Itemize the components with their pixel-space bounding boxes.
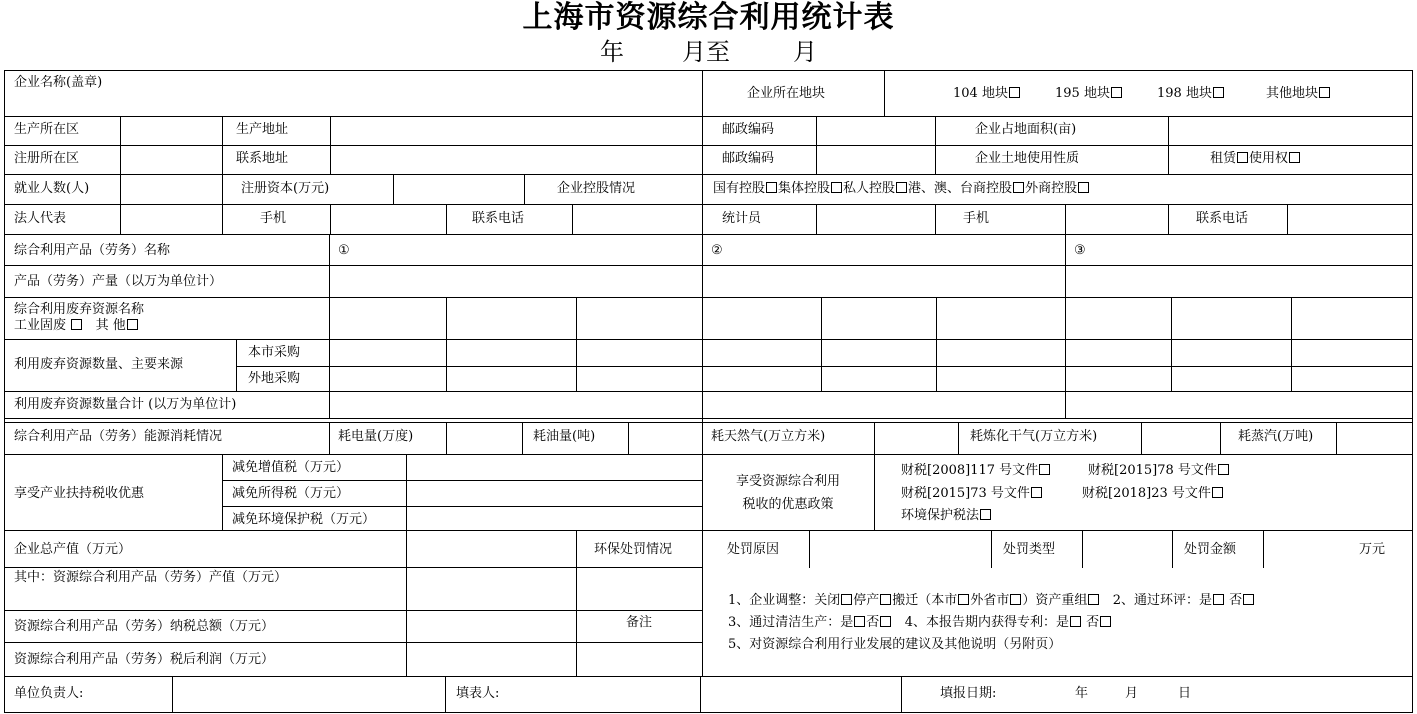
grid-line — [1412, 70, 1413, 713]
company-location-label: 企业所在地块 — [747, 86, 826, 101]
grid-line — [935, 204, 936, 235]
product-output-label: 产品（劳务）产量（以万为单位计） — [14, 274, 223, 289]
steam-label: 耗蒸汽(万吨) — [1238, 429, 1314, 444]
grid-line — [572, 204, 573, 235]
penalty-type-label: 处罚类型 — [1003, 542, 1056, 557]
waste-name-label: 综合利用废弃资源名称 — [14, 302, 145, 317]
grid-line — [809, 530, 810, 568]
checkbox-icon[interactable] — [880, 616, 891, 627]
product-num-2: ② — [711, 243, 723, 258]
prod-district-label: 生产所在区 — [14, 122, 80, 137]
product-name-label: 综合利用产品（劳务）名称 — [14, 243, 171, 258]
page-title: 上海市资源综合利用统计表 — [522, 0, 895, 35]
grid-line — [120, 116, 121, 146]
checkbox-icon[interactable] — [1013, 182, 1024, 193]
grid-line — [222, 116, 223, 146]
holding-options[interactable]: 国有控股 集体控股 私人控股 港、澳、台商控股 外商控股 — [713, 181, 1090, 197]
grid-line — [1168, 204, 1169, 235]
date-month: 月 — [1125, 686, 1139, 701]
grid-line — [4, 265, 1413, 266]
waste-type-options[interactable]: 工业固废 其 他 — [14, 318, 139, 334]
grid-line — [4, 174, 1413, 175]
grid-line — [958, 422, 959, 455]
checkbox-icon[interactable] — [1237, 152, 1248, 163]
checkbox-icon[interactable] — [766, 182, 777, 193]
note-line-1[interactable]: 1、企业调整：关闭 停产 搬迁（本市 外省市 ）资产重组 2、通过环评：是 否 — [728, 593, 1255, 609]
local-purchase-label: 本市采购 — [248, 345, 301, 360]
penalty-amount-label: 处罚金额 — [1184, 542, 1237, 557]
mobile-label: 手机 — [260, 211, 287, 226]
env-tax-label: 减免环境保护税（万元） — [232, 512, 376, 527]
checkbox-icon[interactable] — [831, 182, 842, 193]
remark-label: 备注 — [625, 615, 652, 630]
grid-line — [4, 610, 703, 611]
grid-line — [874, 422, 875, 455]
total-output-label: 企业总产值（万元） — [14, 542, 132, 557]
grid-line — [884, 70, 885, 117]
contact-address-label: 联系地址 — [236, 151, 289, 166]
grid-line — [222, 145, 223, 175]
grid-line — [4, 530, 1413, 531]
grid-line — [446, 204, 447, 235]
grid-line — [236, 339, 237, 392]
grid-line — [1065, 234, 1066, 298]
note-line-2[interactable]: 3、通过清洁生产：是 否 4、本报告期内获得专利：是 否 — [728, 615, 1112, 631]
checkbox-icon[interactable] — [1070, 616, 1081, 627]
grid-line — [4, 712, 1413, 713]
grid-line — [821, 297, 822, 392]
waste-total-label: 利用废弃资源数量合计 (以万为单位计) — [14, 397, 237, 412]
grid-line — [393, 174, 394, 205]
grid-line — [1168, 145, 1169, 175]
checkbox-icon[interactable] — [1010, 594, 1021, 605]
grid-line — [1291, 297, 1292, 392]
grid-line — [446, 422, 447, 455]
grid-line — [4, 454, 1413, 455]
tax-doc-option[interactable]: 财税[2018]23 号文件 — [1082, 486, 1224, 502]
gas-label: 耗天然气(万立方米) — [711, 429, 826, 444]
grid-line — [576, 297, 577, 392]
tax-policy-label-1: 享受资源综合利用 — [735, 474, 840, 489]
statistician-label: 统计员 — [722, 211, 762, 226]
land-use-label: 企业土地使用性质 — [975, 151, 1080, 166]
location-option[interactable]: 195 地块 — [1055, 86, 1123, 102]
land-area-label: 企业占地面积(亩) — [975, 122, 1077, 137]
note-line-3: 5、对资源综合利用行业发展的建议及其他说明（另附页） — [728, 637, 1062, 652]
grid-line — [222, 204, 223, 235]
grid-line — [816, 145, 817, 175]
tax-policy-label-2: 税收的优惠政策 — [742, 497, 834, 512]
grid-line — [1065, 204, 1066, 235]
checkbox-icon[interactable] — [1031, 487, 1042, 498]
phone-label: 联系电话 — [472, 211, 525, 226]
checkbox-icon[interactable] — [854, 616, 865, 627]
grid-line — [935, 145, 936, 175]
grid-line — [406, 530, 407, 677]
vat-label: 减免增值税（万元） — [232, 460, 350, 475]
grid-line — [445, 676, 446, 713]
energy-label: 综合利用产品（劳务）能源消耗情况 — [14, 429, 223, 444]
grid-line — [222, 506, 703, 507]
grid-line — [222, 480, 703, 481]
penalty-label: 环保处罚情况 — [594, 542, 673, 557]
tax-doc-option[interactable]: 环境保护税法 — [901, 508, 992, 524]
tax-label: 享受产业扶持税收优惠 — [14, 486, 145, 501]
grid-line — [936, 297, 937, 392]
grid-line — [628, 422, 629, 455]
checkbox-icon[interactable] — [841, 594, 852, 605]
grid-line — [4, 116, 1413, 117]
grid-line — [935, 116, 936, 146]
grid-line — [4, 642, 703, 643]
grid-line — [4, 676, 1413, 677]
grid-line — [1263, 530, 1264, 568]
checkbox-icon[interactable] — [1100, 616, 1111, 627]
product-num-3: ③ — [1074, 243, 1086, 258]
penalty-unit: 万元 — [1359, 542, 1386, 557]
subtitle-month-to: 月 — [793, 38, 817, 66]
penalty-reason-label: 处罚原因 — [727, 542, 780, 557]
tax-doc-option[interactable]: 财税[2015]73 号文件 — [901, 486, 1043, 502]
grid-line — [1141, 422, 1142, 455]
grid-line — [522, 422, 523, 455]
checkbox-icon[interactable] — [1319, 87, 1330, 98]
grid-line — [524, 174, 525, 205]
mobile-label: 手机 — [963, 211, 990, 226]
checkbox-icon[interactable] — [1212, 487, 1223, 498]
grid-line — [406, 454, 407, 531]
subtitle-year: 年 — [600, 38, 624, 66]
grid-line — [236, 366, 1413, 367]
product-num-1: ① — [338, 243, 350, 258]
location-option[interactable]: 198 地块 — [1157, 86, 1225, 102]
grid-line — [4, 234, 1413, 235]
refinery-gas-label: 耗炼化干气(万立方米) — [970, 429, 1098, 444]
grid-line — [4, 297, 1413, 298]
checkbox-icon[interactable] — [1218, 464, 1229, 475]
grid-line — [329, 422, 330, 455]
grid-line — [874, 454, 875, 531]
postcode-label: 邮政编码 — [722, 122, 775, 137]
grid-line — [4, 418, 1413, 419]
grid-line — [1065, 297, 1066, 392]
postcode-label: 邮政编码 — [722, 151, 775, 166]
date-label: 填报日期: — [940, 686, 997, 701]
checkbox-icon[interactable] — [1213, 594, 1224, 605]
location-option[interactable]: 104 地块 — [953, 86, 1021, 102]
tax-doc-option[interactable]: 财税[2008]117 号文件 — [901, 463, 1051, 479]
holding-label: 企业控股情况 — [557, 181, 636, 196]
checkbox-icon[interactable] — [127, 319, 138, 330]
employees-label: 就业人数(人) — [14, 181, 90, 196]
checkbox-icon[interactable] — [896, 182, 907, 193]
tax-doc-option[interactable]: 财税[2015]78 号文件 — [1088, 463, 1230, 479]
checkbox-icon[interactable] — [880, 594, 891, 605]
grid-line — [222, 174, 223, 205]
grid-line — [901, 676, 902, 713]
grid-line — [329, 234, 330, 419]
grid-line — [1287, 204, 1288, 235]
grid-line — [4, 339, 1413, 340]
reg-district-label: 注册所在区 — [14, 151, 80, 166]
grid-line — [4, 145, 1413, 146]
grid-line — [4, 422, 1413, 423]
unit-leader-label: 单位负责人: — [14, 686, 84, 701]
location-option[interactable]: 其他地块 — [1266, 86, 1331, 102]
grid-line — [172, 676, 173, 713]
grid-line — [4, 70, 5, 713]
grid-line — [4, 391, 1413, 392]
subtitle-month-from: 月至 — [682, 38, 730, 66]
grid-line — [576, 530, 577, 677]
grid-line — [120, 174, 121, 205]
grid-line — [1172, 530, 1173, 568]
date-year: 年 — [1075, 686, 1089, 701]
legal-rep-label: 法人代表 — [14, 211, 67, 226]
prod-address-label: 生产地址 — [236, 122, 289, 137]
phone-label: 联系电话 — [1196, 211, 1249, 226]
checkbox-icon[interactable] — [958, 594, 969, 605]
electricity-label: 耗电量(万度) — [338, 429, 414, 444]
grid-line — [702, 70, 703, 677]
land-use-options[interactable]: 租赁 使用权 — [1210, 151, 1301, 167]
grid-line — [700, 676, 701, 713]
grid-line — [4, 567, 703, 568]
checkbox-icon[interactable] — [1009, 87, 1020, 98]
checkbox-icon[interactable] — [1243, 594, 1254, 605]
grid-line — [1171, 297, 1172, 392]
checkbox-icon[interactable] — [980, 509, 991, 520]
checkbox-icon[interactable] — [1213, 87, 1224, 98]
grid-line — [120, 145, 121, 175]
checkbox-icon[interactable] — [71, 319, 82, 330]
filler-label: 填表人: — [456, 686, 500, 701]
checkbox-icon[interactable] — [1289, 152, 1300, 163]
grid-line — [4, 204, 1413, 205]
reg-capital-label: 注册资本(万元) — [241, 181, 330, 196]
tax-total-label: 资源综合利用产品（劳务）纳税总额（万元） — [14, 619, 275, 634]
grid-line — [222, 454, 223, 531]
grid-line — [1220, 422, 1221, 455]
of-which-label: 其中：资源综合利用产品（劳务）产值（万元） — [14, 570, 288, 585]
profit-label: 资源综合利用产品（劳务）税后利润（万元） — [14, 652, 275, 667]
grid-line — [4, 70, 1413, 71]
grid-line — [330, 116, 331, 146]
checkbox-icon[interactable] — [1039, 464, 1050, 475]
outside-purchase-label: 外地采购 — [248, 371, 301, 386]
grid-line — [330, 145, 331, 175]
grid-line — [1336, 422, 1337, 455]
grid-line — [330, 204, 331, 235]
oil-label: 耗油量(吨) — [533, 429, 596, 444]
grid-line — [1168, 116, 1169, 146]
company-name-label: 企业名称(盖章) — [14, 75, 103, 90]
grid-line — [120, 204, 121, 235]
grid-line — [1082, 530, 1083, 568]
grid-line — [816, 204, 817, 235]
checkbox-icon[interactable] — [1111, 87, 1122, 98]
grid-line — [991, 530, 992, 568]
grid-line — [816, 116, 817, 146]
date-day: 日 — [1178, 686, 1192, 701]
waste-qty-label: 利用废弃资源数量、主要来源 — [14, 357, 184, 372]
grid-line — [1065, 391, 1066, 419]
checkbox-icon[interactable] — [1078, 182, 1089, 193]
checkbox-icon[interactable] — [1088, 594, 1099, 605]
income-tax-label: 减免所得税（万元） — [232, 486, 350, 501]
grid-line — [446, 297, 447, 392]
